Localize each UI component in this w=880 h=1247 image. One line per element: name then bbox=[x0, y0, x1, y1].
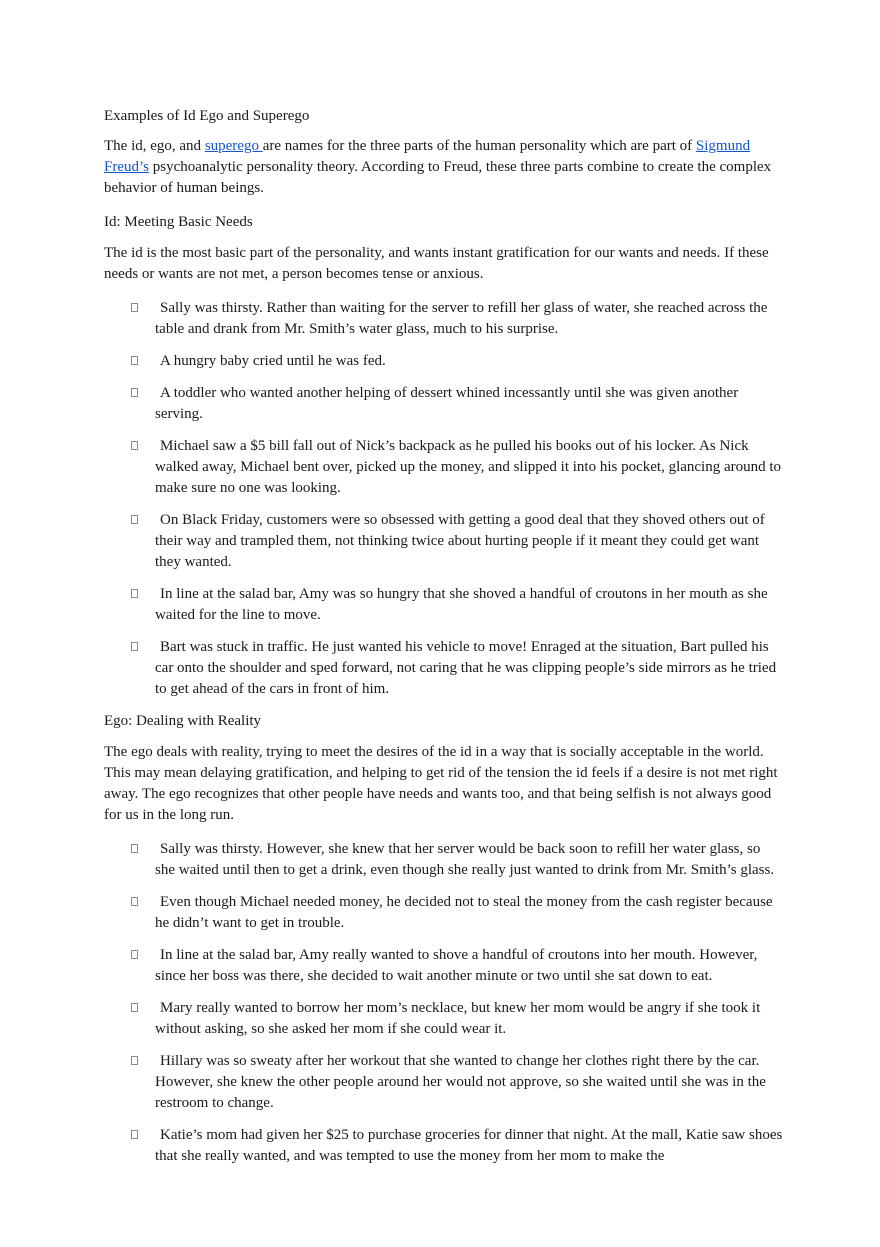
superego-link[interactable]: superego bbox=[204, 138, 263, 154]
bullet-icon bbox=[131, 950, 138, 959]
list-item bbox=[104, 351, 784, 372]
id-examples-list bbox=[104, 298, 784, 700]
list-item-text: On Black Friday, customers were so obsessed with getting a good deal that they shoved others out of their way and trampled them, not thinking twice about hurting people if it meant they could get want they wanted. bbox=[155, 512, 765, 570]
list-item-text: A hungry baby cried until he was fed. bbox=[160, 353, 386, 369]
list-item bbox=[104, 298, 784, 340]
intro-text-end: psychoanalytic personality theory. According to Freud, these three parts combine to create the complex behavior of human beings. bbox=[104, 159, 772, 196]
list-item-text: In line at the salad bar, Amy really wanted to shove a handful of croutons into her mouth. However, since her boss was there, she decided to wait another minute or two until she sat down to eat. bbox=[155, 947, 758, 984]
intro-paragraph bbox=[104, 136, 784, 199]
document-title: Examples of Id Ego and Superego bbox=[104, 108, 310, 124]
list-item-text: Even though Michael needed money, he decided not to steal the money from the cash register because he didn’t want to get in trouble. bbox=[155, 894, 773, 931]
bullet-icon bbox=[131, 388, 138, 397]
intro-text-start: The id, ego, and bbox=[104, 138, 205, 154]
list-item-text: In line at the salad bar, Amy was so hungry that she shoved a handful of croutons in her mouth as she waited for the line to move. bbox=[155, 586, 768, 623]
bullet-icon bbox=[131, 303, 138, 312]
bullet-icon bbox=[131, 1056, 138, 1065]
list-item-text: Sally was thirsty. However, she knew that her server would be back soon to refill her water glass, so she waited until then to get a drink, even though she really just wanted to drink from Mr. Smith’s glass. bbox=[155, 841, 775, 878]
id-section-description: The id is the most basic part of the personality, and wants instant gratification for our wants and needs. If these needs or wants are not met, a person becomes tense or anxious. bbox=[104, 245, 769, 282]
list-item bbox=[104, 839, 784, 881]
list-item bbox=[104, 945, 784, 987]
list-item bbox=[104, 892, 784, 934]
bullet-icon bbox=[131, 515, 138, 524]
ego-examples-list bbox=[104, 839, 784, 1167]
bullet-icon bbox=[131, 441, 138, 450]
ego-section-heading: Ego: Dealing with Reality bbox=[104, 713, 262, 729]
id-section-heading: Id: Meeting Basic Needs bbox=[104, 214, 253, 230]
list-item-text: Michael saw a $5 bill fall out of Nick’s backpack as he pulled his books out of his locker. As Nick walked away, Michael bent over, picked up the money, and slipped it into his pocket, glancing around to make sure no one was looking. bbox=[155, 438, 782, 496]
bullet-icon bbox=[131, 642, 138, 651]
ego-section-description: The ego deals with reality, trying to meet the desires of the id in a way that is socially acceptable in the world. This may mean delaying gratification, and helping to get rid of the tension the id feels if a desire is not met right away. The ego recognizes that other people have needs and wants too, and that being selfish is not always good for us in the long run. bbox=[104, 744, 778, 823]
list-item-text: Mary really wanted to borrow her mom’s necklace, but knew her mom would be angry if she took it without asking, so she asked her mom if she could wear it. bbox=[155, 1000, 761, 1037]
bullet-icon bbox=[131, 356, 138, 365]
list-item bbox=[104, 637, 784, 700]
list-item bbox=[104, 436, 784, 499]
bullet-icon bbox=[131, 1003, 138, 1012]
sigmund-freud-link[interactable]: Sigmund Freud’s bbox=[104, 138, 751, 175]
intro-text-middle: are names for the three parts of the human personality which are part of bbox=[262, 138, 696, 154]
list-item-text: Bart was stuck in traffic. He just wanted his vehicle to move! Enraged at the situation, Bart pulled his car onto the shoulder and sped forward, not caring that he was clipping people’s side mirrors as he tried to get ahead of the cars in front of him. bbox=[155, 639, 777, 697]
list-item bbox=[104, 1125, 784, 1167]
list-item bbox=[104, 584, 784, 626]
list-item bbox=[104, 998, 784, 1040]
bullet-icon bbox=[131, 897, 138, 906]
list-item-text: Hillary was so sweaty after her workout that she wanted to change her clothes right there by the car. However, she knew the other people around her would not approve, so she waited until she was in the restroom to change. bbox=[155, 1053, 766, 1111]
list-item-text: Sally was thirsty. Rather than waiting for the server to refill her glass of water, she reached across the table and drank from Mr. Smith’s water glass, much to his surprise. bbox=[155, 300, 768, 337]
document-page bbox=[104, 106, 784, 1178]
list-item bbox=[104, 1051, 784, 1114]
list-item-text: A toddler who wanted another helping of dessert whined incessantly until she was given another serving. bbox=[155, 385, 739, 422]
bullet-icon bbox=[131, 589, 138, 598]
bullet-icon bbox=[131, 1130, 138, 1139]
list-item bbox=[104, 383, 784, 425]
list-item-text: Katie’s mom had given her $25 to purchase groceries for dinner that night. At the mall, Katie saw shoes that she really wanted, and was tempted to use the money from her mom to make the bbox=[155, 1127, 783, 1164]
list-item bbox=[104, 510, 784, 573]
bullet-icon bbox=[131, 844, 138, 853]
